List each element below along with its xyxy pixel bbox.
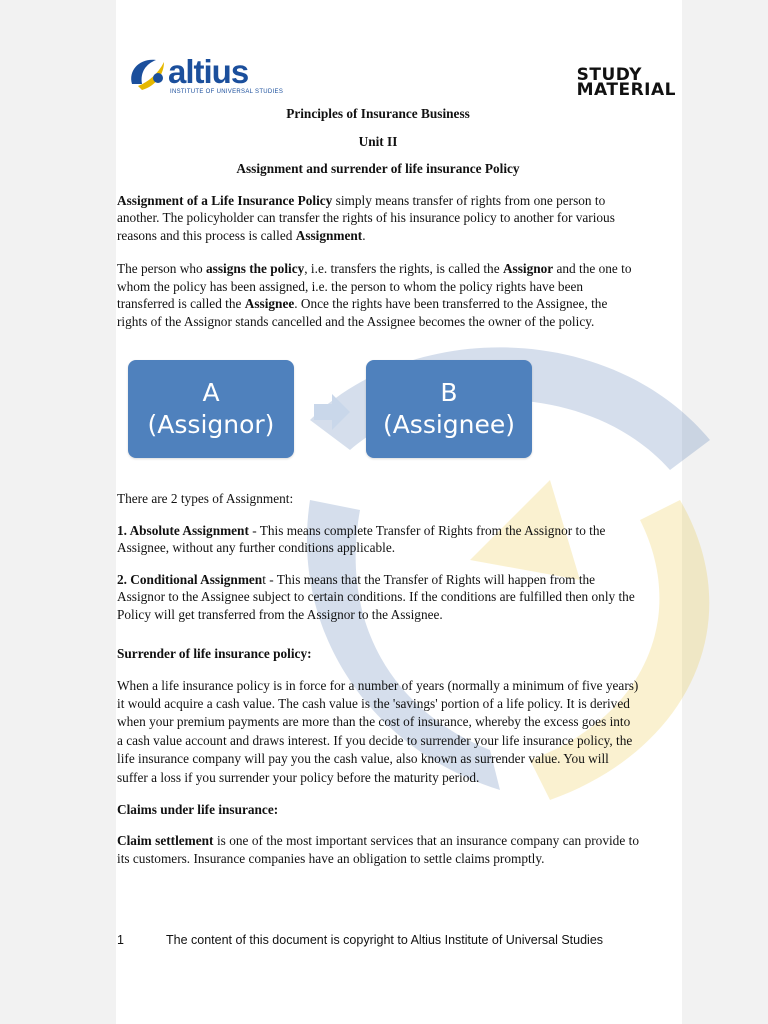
- types-intro: There are 2 types of Assignment:: [117, 491, 294, 506]
- surrender-paragraph: When a life insurance policy is in force for a number of years (normally a minimum of five years) it would acquire a cash value. The cash value is the 'savings' portion of a life policy. It is derived when your premium payments are more than the cost of insurance, whereby the excess goes into a cash value account and draws interest. If you decide to surrender your life insurance policy, the life insurance company will pay you the cash value, also known as surrender value. You will suffer a loss if you surrender your policy before the maturity period.: [117, 677, 639, 785]
- assignor-assignee-paragraph: The person who assigns the policy, i.e. transfers the rights, is called the Assignor and the one to whom the policy has been assigned, i.e. the person to whom the policy rights have been transferred is called the Assignee. Once the rights have been transferred to the Assignee, the rights of the Assignor stands cancelled and the Assignee becomes the owner of the policy.: [117, 261, 632, 329]
- page-margin-left: [0, 0, 116, 1024]
- assignment-diagram: [117, 354, 639, 478]
- page-number: 1: [117, 933, 124, 947]
- topic-title: Assignment and surrender of life insurance Policy: [236, 161, 520, 176]
- study-material-label: STUDY MATERIAL: [576, 65, 676, 100]
- surrender-heading: Surrender of life insurance policy:: [117, 646, 312, 661]
- assignee-box: B (Assignee): [366, 360, 532, 458]
- copyright-notice: The content of this document is copyright to Altius Institute of Universal Studies: [166, 933, 604, 947]
- course-title: Principles of Insurance Business: [286, 106, 470, 121]
- claims-heading: Claims under life insurance:: [117, 801, 279, 817]
- logo-wordmark: altius: [168, 53, 249, 90]
- page-header: [116, 42, 682, 106]
- assignor-box: A (Assignor): [128, 360, 294, 458]
- absolute-assignment-item: 1. Absolute Assignment - This means complete Transfer of Rights from the Assignor to the Assignee, without any further conditions applicable.: [117, 522, 606, 555]
- logo-subtitle: INSTITUTE OF UNIVERSAL STUDIES: [170, 89, 284, 95]
- conditional-assignment-item: 2. Conditional Assignment - This means that the Transfer of Rights will happen from the Assignor to the Assignee subject to certain conditions. If the conditions are fulfilled then only the Policy will get transferred from the Assignor to the Assignee.: [117, 571, 635, 622]
- logo-swoosh-icon: [124, 54, 172, 94]
- document-body: [117, 105, 639, 867]
- unit-title: Unit II: [358, 133, 398, 149]
- page-margin-right: [682, 0, 768, 1024]
- claims-paragraph: Claim settlement is one of the most important services that an insurance company can provide to its customers. Insurance companies have an obligation to settle claims promptly.: [117, 833, 640, 866]
- right-arrow-icon: [312, 392, 352, 432]
- altius-logo: [124, 52, 284, 102]
- assignment-definition-paragraph: Assignment of a Life Insurance Policy simply means transfer of rights from one person to another. The policyholder can transfer the rights of his insurance policy to another for various reasons and this process is called Assignment.: [117, 192, 615, 243]
